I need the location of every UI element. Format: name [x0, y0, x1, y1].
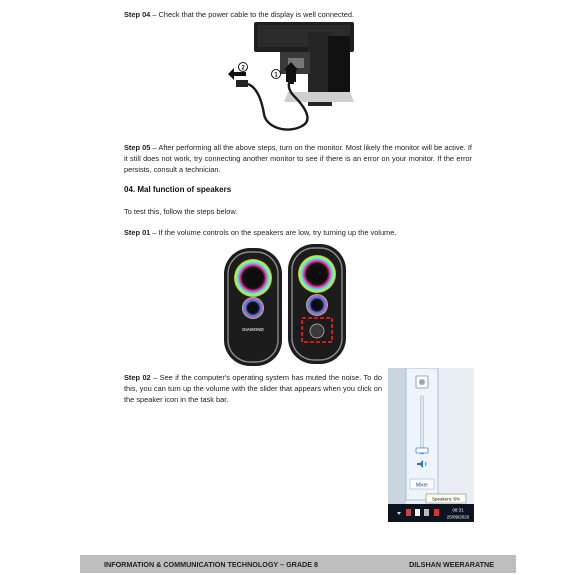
clock-time: 08:31	[452, 507, 464, 513]
step05-text: – After performing all the above steps, turn on the monitor. Most likely the monitor will be active. If it still does not work, try connecting another monitor to see if there is an error on your monitor. If the error persists, consult a technician.	[124, 143, 472, 174]
step02-paragraph	[124, 373, 382, 405]
volume-popup-screenshot	[388, 368, 474, 522]
step04-text: – Check that the power cable to the display is well connected.	[150, 10, 355, 19]
footer-course-title: INFORMATION & COMMUNICATION TECHNOLOGY – GRADE 8	[104, 559, 319, 569]
badge-1: 1	[274, 72, 278, 79]
test-intro: To test this, follow the steps below.	[124, 207, 238, 216]
step01-text: – If the volume controls on the speakers are low, try turning up the volume.	[150, 228, 397, 237]
speakers-figure	[222, 242, 350, 370]
step02-label: Step 02	[124, 373, 151, 382]
volume-knob	[310, 324, 324, 338]
volume-slider-thumb	[416, 448, 428, 453]
step04-paragraph	[124, 10, 484, 21]
mixer-label: Mixer	[415, 482, 429, 489]
volume-tooltip: Speakers: 6%	[431, 496, 461, 502]
step05-paragraph	[124, 143, 472, 175]
speaker-brand-label: DIAMOND	[242, 327, 264, 332]
step04-label: Step 04	[124, 10, 151, 19]
footer-band	[80, 555, 516, 573]
clock-date: 25/09/2020	[446, 514, 470, 520]
monitor-cable-figure	[228, 22, 358, 138]
step02-text: – See if the computer's operating system has muted the noise. To do this, you can turn up the volume with the slider that appears when you click on the speaker icon in the task bar.	[124, 373, 382, 404]
step01-paragraph	[124, 228, 472, 239]
badge-2: 2	[241, 65, 245, 72]
step05-label: Step 05	[124, 143, 151, 152]
step01-label: Step 01	[124, 228, 151, 237]
section-heading: 04. Mal function of speakers	[124, 185, 232, 194]
footer-author: DILSHAN WEERARATNE	[409, 559, 494, 569]
